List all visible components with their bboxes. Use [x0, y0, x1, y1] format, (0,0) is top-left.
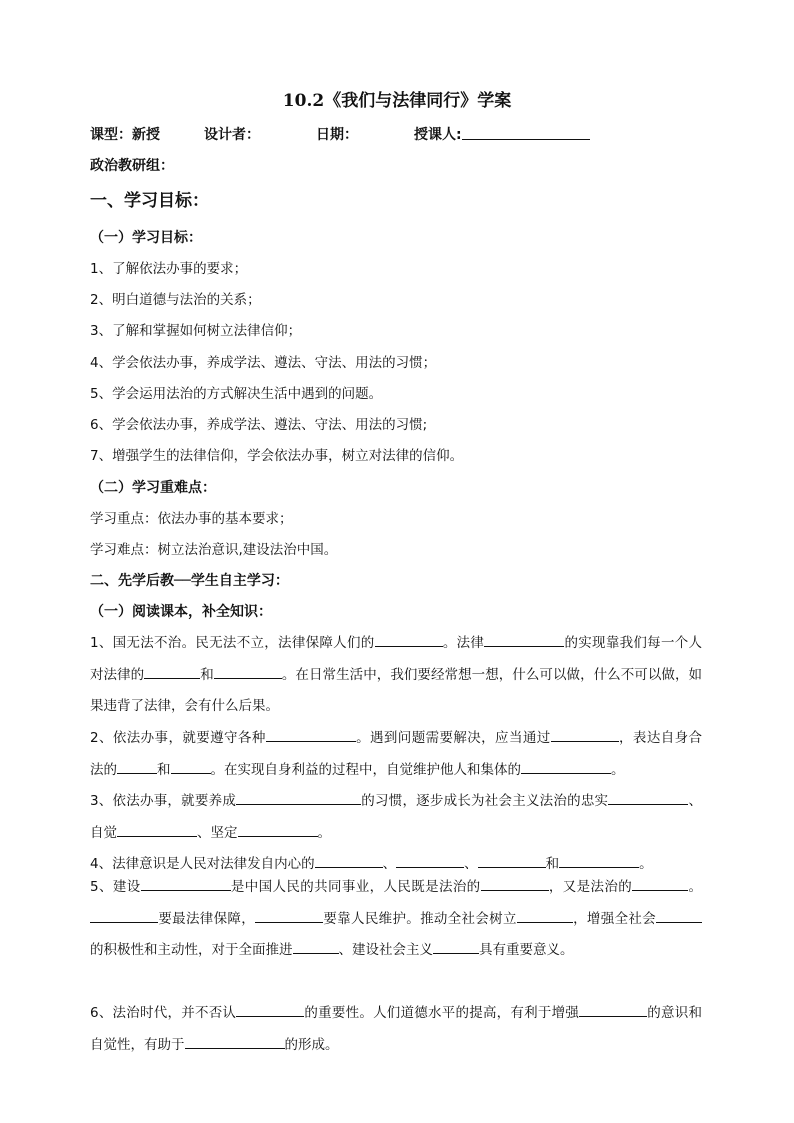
q4-text: 4、法律意识是人民对法律发自内心的 [90, 856, 315, 872]
q1-text: 1、国无法不治。民无法不立，法律保障人们的 [90, 635, 375, 651]
question-3 [90, 786, 702, 849]
q2-text: 和 [157, 761, 171, 778]
question-2 [90, 723, 702, 786]
q1-text: 和 [200, 666, 214, 683]
teacher-label [414, 124, 462, 144]
date-label: 日期： [316, 127, 358, 143]
q2-text: 。在实现自身利益的过程中，自觉维护他人和集体的 [210, 761, 521, 778]
fill-blank[interactable] [117, 758, 157, 774]
q5-text: ，又是法治的 [548, 879, 633, 895]
question-6 [90, 998, 702, 1061]
fill-blank[interactable] [238, 821, 318, 837]
q6-text: 6、法治时代，并不否认 [90, 1005, 237, 1021]
fill-blank[interactable] [293, 938, 339, 954]
fill-blank[interactable] [266, 726, 356, 742]
fill-blank[interactable] [144, 663, 200, 679]
fill-blank[interactable] [478, 852, 546, 868]
fill-blank[interactable] [90, 907, 158, 923]
fill-blank[interactable] [579, 1001, 647, 1017]
fill-blank[interactable] [236, 1001, 304, 1017]
fill-blank[interactable] [214, 663, 282, 679]
q5-text: 是中国人民的共同事业，人民既是法治的 [230, 879, 481, 895]
fill-blank[interactable] [315, 852, 383, 868]
section1-heading: 一、学习目标： [90, 191, 209, 211]
fill-blank[interactable] [484, 631, 564, 647]
q5-text: 要靠人民维护。推动全社会树立 [323, 910, 517, 927]
q4-text: 。 [639, 856, 653, 872]
q2-text: 2、依法办事，就要遵守各种 [90, 730, 266, 746]
fill-blank[interactable] [608, 789, 688, 805]
fill-blank[interactable] [481, 875, 549, 891]
q5-text: 的积极性和主动性，对于全面推进 [90, 942, 293, 958]
goal-item: 1、了解依法办事的要求； [90, 261, 248, 277]
q2-text: ，表达自身合法的 [90, 730, 703, 778]
q5-text: 5、建设 [90, 879, 141, 895]
goal-item: 6、学会依法办事，养成学法、遵法、守法、用法的习惯; [90, 417, 428, 433]
fill-blank[interactable] [117, 821, 197, 837]
q3-text: 的习惯，逐步成长为社会主义法治的忠实 [361, 793, 609, 809]
q3-text: 。 [317, 824, 331, 841]
q3-text: 3、依法办事，就要养成 [90, 793, 237, 809]
q1-text: 的实现靠我们每一个人对法律的 [90, 635, 703, 683]
fill-blank[interactable] [517, 907, 573, 923]
q5-text: 具有重要意义。 [479, 942, 574, 958]
q3-text: 、坚定 [197, 824, 238, 841]
page-title: 10.2《我们与法律同行》学案 [282, 91, 512, 111]
teacher-blank [462, 124, 590, 140]
section2-heading: 二、先学后教──学生自主学习： [90, 573, 289, 589]
difficulty-point: 学习难点：树立法治意识,建设法治中国。 [90, 542, 338, 558]
q5-text: 、建设社会主义 [338, 942, 433, 958]
q6-text: 的意识和自觉性，有助于 [90, 1005, 703, 1053]
fill-blank[interactable] [632, 875, 688, 891]
q3-text: 、自觉 [90, 793, 703, 841]
q5-text: 。 [688, 879, 703, 895]
fill-blank[interactable] [171, 758, 211, 774]
q2-text: 。 [611, 761, 625, 778]
q2-text: 。遇到问题需要解决，应当通过 [355, 730, 551, 746]
q4-text: 和 [545, 856, 560, 872]
fill-blank[interactable] [433, 938, 479, 954]
question-1 [90, 628, 702, 723]
goal-item: 3、了解和掌握如何树立法律信仰； [90, 323, 302, 339]
fill-blank[interactable] [551, 726, 619, 742]
fill-blank[interactable] [255, 907, 323, 923]
teacher-label-text: 授课人: [414, 127, 462, 143]
section2-sub1: （一）阅读课本，补全知识： [90, 604, 272, 620]
q5-text: ，增强全社会 [572, 910, 657, 927]
section1-sub2: （二）学习重难点： [90, 480, 216, 496]
section1-sub1: （一）学习目标： [90, 230, 202, 246]
q4-text: 、 [464, 856, 478, 872]
q5-text: 要最法律保障， [158, 910, 256, 927]
fill-blank[interactable] [375, 631, 443, 647]
fill-blank[interactable] [559, 852, 639, 868]
q6-text: 的形成。 [284, 1036, 339, 1053]
lesson-type: 课型：新授 [90, 127, 160, 143]
group-label: 政治教研组： [90, 158, 174, 174]
q4-text: 、 [382, 856, 397, 872]
goal-item: 7、增强学生的法律信仰，学会依法办事，树立对法律的信仰。 [90, 448, 464, 464]
q1-text: 。在日常生活中，我们要经常想一想，什么可以做，什么不可以做，如果违背了法律，会有什么后果。 [90, 666, 703, 714]
goal-item: 4、学会依法办事，养成学法、遵法、守法、用法的习惯； [90, 355, 437, 371]
fill-blank[interactable] [236, 789, 361, 805]
goal-item: 5、学会运用法治的方式解决生活中遇到的问题。 [90, 386, 383, 402]
fill-blank[interactable] [656, 907, 702, 923]
fill-blank[interactable] [521, 758, 611, 774]
q6-text: 的重要性。人们道德水平的提高，有利于增强 [304, 1005, 580, 1021]
fill-blank[interactable] [141, 875, 231, 891]
fill-blank[interactable] [185, 1033, 285, 1049]
q1-text: 。法律 [442, 635, 485, 651]
question-5 [90, 872, 702, 967]
designer-label: 设计者： [204, 127, 260, 143]
goal-item: 2、明白道德与法治的关系； [90, 292, 261, 308]
fill-blank[interactable] [396, 852, 464, 868]
key-point: 学习重点：依法办事的基本要求； [90, 511, 293, 527]
